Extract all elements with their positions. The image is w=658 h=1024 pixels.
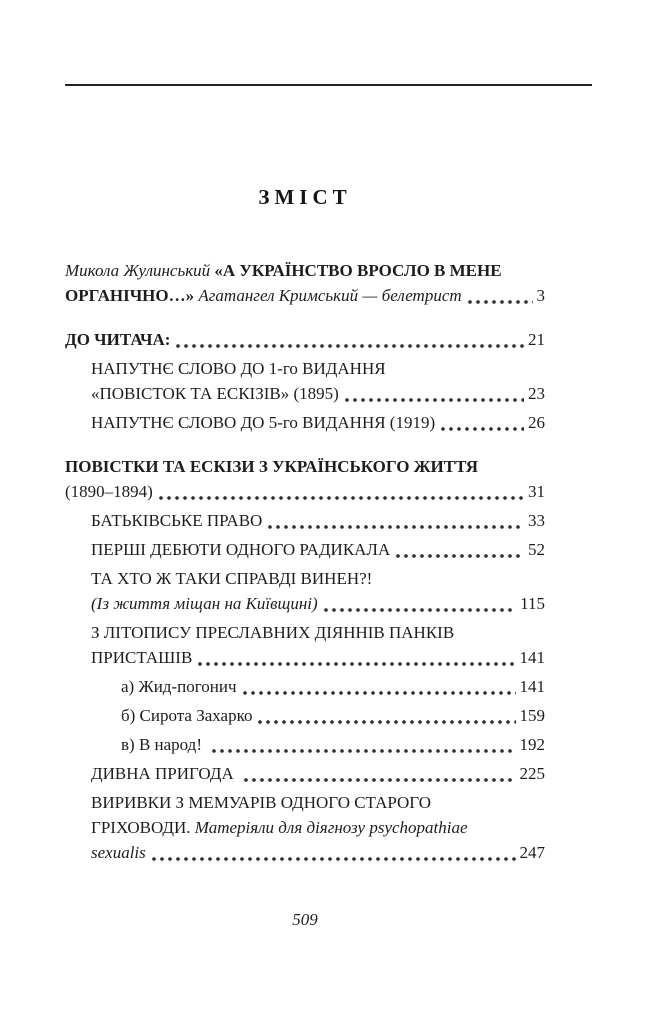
- header-rule: [65, 84, 592, 86]
- toc-entry: [65, 761, 545, 786]
- toc-line: [65, 283, 545, 308]
- toc-line: [91, 381, 545, 406]
- toc-entry-text: [65, 479, 153, 504]
- toc-text-segment: «А УКРАЇНСТВО ВРОСЛО В МЕНЕ: [214, 261, 502, 280]
- toc-text-segment: Агатангел Кримський — белетрист: [198, 286, 462, 305]
- toc-entry-text: [91, 645, 192, 670]
- toc-text-segment: ПРИСТАШІВ: [91, 648, 193, 667]
- toc-page-number: 115: [520, 594, 545, 613]
- toc-entry: [65, 356, 545, 406]
- toc-entry: [65, 327, 545, 352]
- dot-leader: [241, 674, 516, 699]
- dot-leader: [266, 508, 524, 533]
- toc-page-number: 52: [528, 540, 545, 559]
- toc-entry-text: [91, 620, 454, 645]
- toc-line: [91, 840, 545, 865]
- toc-entry-text: [91, 815, 468, 840]
- toc-entry-text: [91, 591, 318, 616]
- dot-leader: [439, 410, 524, 435]
- toc-page-number: 23: [528, 384, 545, 403]
- toc-entry-text: [91, 566, 372, 591]
- toc-page-number: 3: [536, 286, 545, 305]
- toc-entry-text: [91, 508, 262, 533]
- dot-leader: [196, 645, 515, 670]
- toc-entry: [65, 674, 545, 699]
- toc-line: [91, 537, 545, 562]
- toc-entry: [65, 508, 545, 533]
- dot-leader: [394, 537, 524, 562]
- toc-text-segment: sexualis: [91, 843, 146, 862]
- toc-line: [91, 620, 545, 645]
- toc-entry: [65, 790, 545, 865]
- toc-line: [121, 732, 545, 757]
- toc-text-segment: (1890–1894): [65, 482, 153, 501]
- toc-entry-text: [65, 327, 170, 352]
- toc-text-segment: ДО ЧИТАЧА:: [65, 330, 171, 349]
- dot-leader: [174, 327, 524, 352]
- toc-page-number: 33: [528, 511, 545, 530]
- toc-text-segment: БАТЬКІВСЬКЕ ПРАВО: [91, 511, 263, 530]
- page-title: ЗМІСТ: [258, 185, 352, 209]
- dot-leader: [242, 761, 516, 786]
- toc-entry-text: [121, 703, 252, 728]
- toc-entry-text: [91, 410, 435, 435]
- toc-line: [65, 258, 545, 283]
- toc-entry-text: [121, 674, 237, 699]
- toc-text-segment: (Із життя міщан на Київщині): [91, 594, 318, 613]
- toc-text-segment: Матеріяли для діягнозу psychopathiae: [194, 818, 468, 837]
- toc-line: [91, 508, 545, 533]
- toc-text-segment: «ПОВІСТОК ТА ЕСКІЗІВ» (1895): [91, 384, 339, 403]
- toc-text-segment: б) Сирота Захарко: [121, 706, 253, 725]
- toc-text-segment: ВИРИВКИ З МЕМУАРІВ ОДНОГО СТАРОГО: [91, 793, 431, 812]
- toc-line: [91, 645, 545, 670]
- toc-text-segment: а) Жид-погонич: [121, 677, 237, 696]
- dot-leader: [256, 703, 515, 728]
- toc-entry-text: [121, 732, 206, 757]
- dot-leader: [322, 591, 516, 616]
- toc-page-number: 31: [528, 482, 545, 501]
- toc-entry-text: [91, 761, 238, 786]
- toc-entry: [65, 537, 545, 562]
- toc-entry-text: [91, 381, 339, 406]
- toc-entry: [65, 258, 545, 308]
- toc-text-segment: ГРІХОВОДИ.: [91, 818, 195, 837]
- toc-entry: [65, 410, 545, 435]
- toc-line: [121, 703, 545, 728]
- toc-line: [91, 566, 545, 591]
- toc-text-segment: НАПУТНЄ СЛОВО ДО 1-го ВИДАННЯ: [91, 359, 386, 378]
- toc-line: [91, 815, 545, 840]
- toc-entry-text: [91, 840, 146, 865]
- toc-page-number: 225: [519, 764, 545, 783]
- toc-line: [91, 410, 545, 435]
- toc-entry-text: [65, 454, 478, 479]
- toc-page-number: 26: [528, 413, 545, 432]
- toc-text-segment: ДИВНА ПРИГОДА: [91, 764, 238, 783]
- toc-line: [91, 761, 545, 786]
- toc-text-segment: в) В народ!: [121, 735, 207, 754]
- dot-leader: [210, 732, 515, 757]
- toc-text-segment: ПЕРШІ ДЕБЮТИ ОДНОГО РАДИКАЛА: [91, 540, 391, 559]
- toc-text-segment: ТА ХТО Ж ТАКИ СПРАВДІ ВИНЕН?!: [91, 569, 373, 588]
- toc-line: [91, 356, 545, 381]
- table-of-contents: [65, 258, 545, 865]
- toc-page-number: 141: [519, 648, 545, 667]
- toc-entry-text: [91, 356, 386, 381]
- toc-entry: [65, 732, 545, 757]
- toc-entry: [65, 620, 545, 670]
- toc-entry-text: [65, 283, 462, 308]
- toc-line: [65, 327, 545, 352]
- toc-text-segment: З ЛІТОПИСУ ПРЕСЛАВНИХ ДІЯННІВ ПАНКІВ: [91, 623, 455, 642]
- toc-line: [91, 591, 545, 616]
- toc-entry-text: [65, 258, 502, 283]
- toc-entry: [65, 454, 545, 504]
- toc-line: [91, 790, 545, 815]
- toc-text-segment: ПОВІСТКИ ТА ЕСКІЗИ З УКРАЇНСЬКОГО ЖИТТЯ: [65, 457, 479, 476]
- toc-page-number: 247: [519, 843, 545, 862]
- dot-leader: [150, 840, 516, 865]
- toc-line: [65, 479, 545, 504]
- dot-leader: [466, 283, 533, 308]
- toc-line: [121, 674, 545, 699]
- toc-line: [65, 454, 545, 479]
- toc-entry-text: [91, 790, 431, 815]
- toc-text-segment: НАПУТНЄ СЛОВО ДО 5-го ВИДАННЯ (1919): [91, 413, 436, 432]
- toc-page-number: 21: [528, 330, 545, 349]
- dot-leader: [343, 381, 524, 406]
- dot-leader: [157, 479, 524, 504]
- toc-entry-text: [91, 537, 390, 562]
- toc-page-number: 159: [519, 706, 545, 725]
- footer-page-number: 509: [292, 910, 318, 929]
- toc-text-segment: Микола Жулинський: [65, 261, 215, 280]
- toc-page-number: 192: [519, 735, 545, 754]
- toc-entry: [65, 703, 545, 728]
- toc-page-number: 141: [519, 677, 545, 696]
- toc-entry: [65, 566, 545, 616]
- toc-text-segment: ОРГАНІЧНО…»: [65, 286, 199, 305]
